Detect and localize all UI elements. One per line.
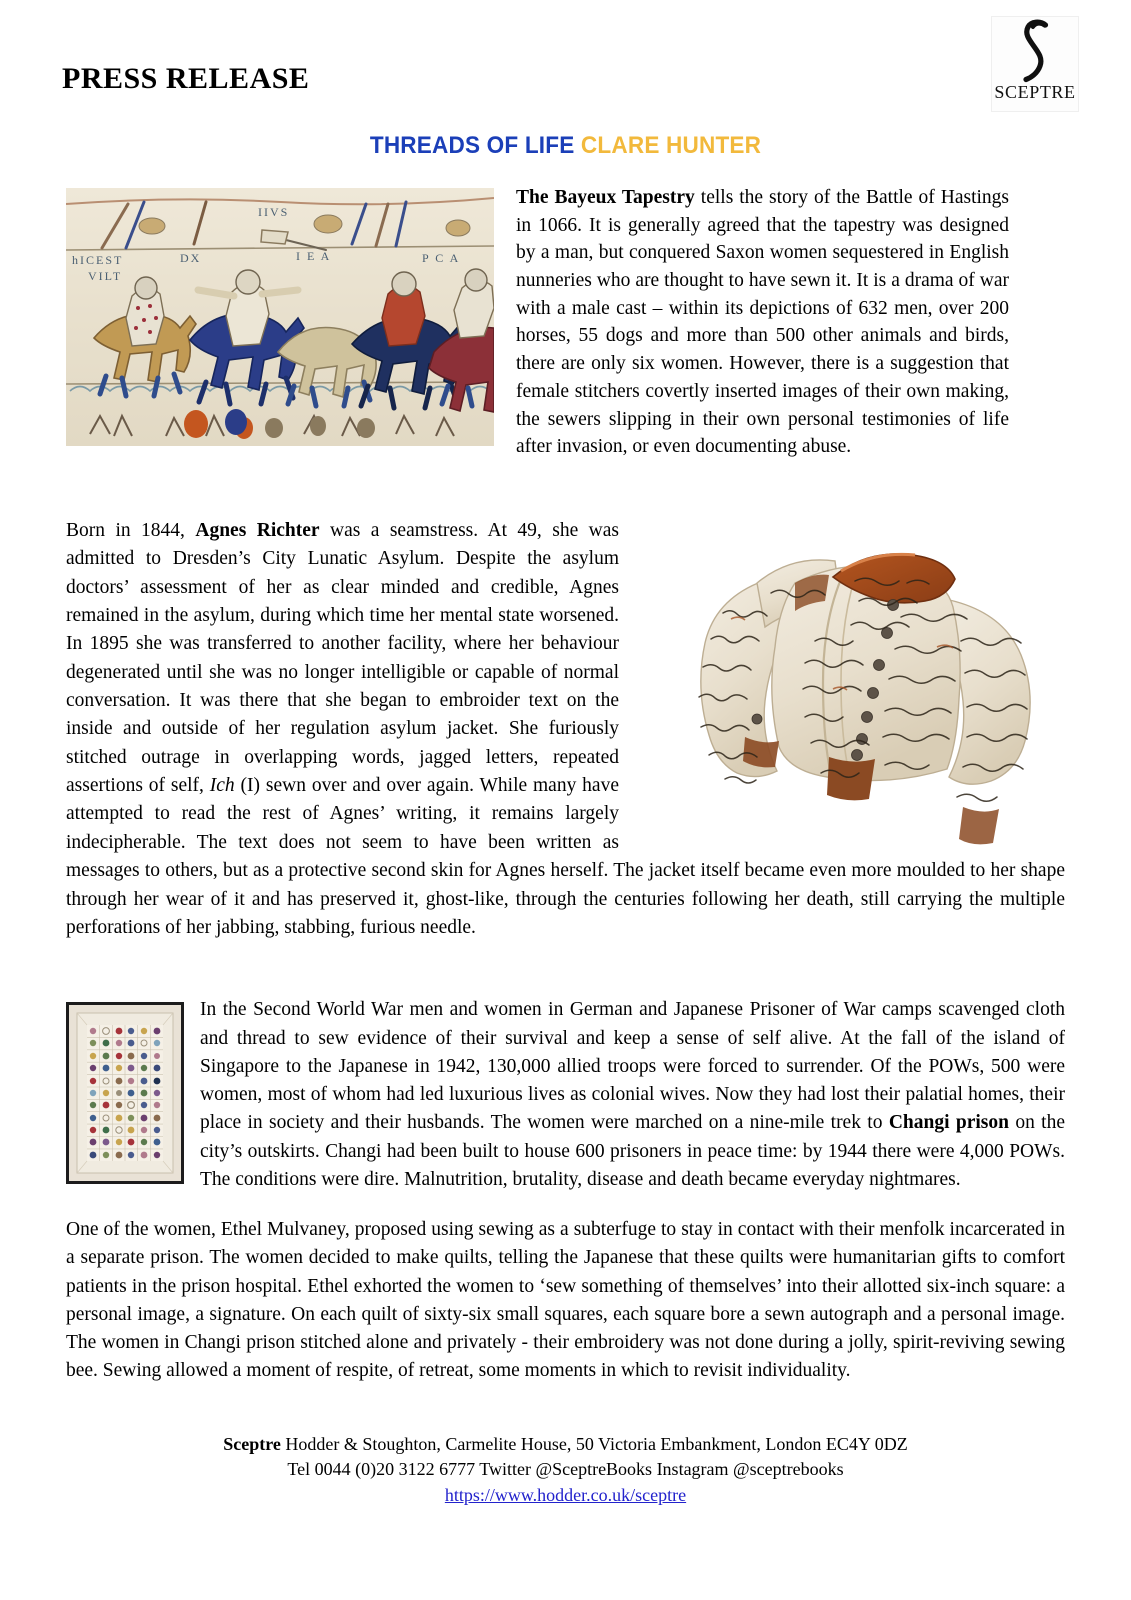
tapestry-body-text: tells the story of the Battle of Hastings in 1066. It is generally agreed that the tapestry was designed by a man, but conquered Saxon women sequestered in English nunneries who are thought to have sewn it. It is a drama of war with a male cast – within its depictions of 632 men, over 200 horses, 55 dogs and more than 500 other animals and birds, there are only six women. However, there is a suggestion that female stitchers covertly inserted images of their own making, the sewers slipping in their own personal testimonies of life after invasion, or even documenting abuse. — [516, 187, 1009, 458]
changi-quilt-artwork — [69, 1005, 181, 1181]
agnes-ich-italic: Ich — [209, 775, 235, 797]
footer-address: Hodder & Stoughton, Carmelite House, 50 Victoria Embankment, London EC4Y 0DZ — [280, 1433, 908, 1454]
ethel-mulvaney-paragraph: One of the women, Ethel Mulvaney, proposed using sewing as a subterfuge to stay in contact with their menfolk incarcerated in a separate prison. The women decided to make quilts, telling the Japanese that these quilts were humanitarian gifts to comfort patients in the prison hospital. Ethel exhorted the women to ‘sew something of themselves’ into their allotted six-inch square: a personal image, a signature. On each quilt of sixty-six small squares, each square bore a sewn autograph and a personal image. The women in Changi prison stitched alone and privately - their embroidery was not done during a jolly, spirit-reviving sewing bee. Sewing allowed a moment of respite, of retreat, some moments in which to revisit individuality. — [66, 1219, 1065, 1382]
footer-imprint: Sceptre — [223, 1433, 281, 1454]
section-changi-prison — [0, 996, 1131, 1194]
svg-text:I E A: I E A — [296, 249, 332, 263]
sceptre-logo — [991, 16, 1079, 112]
svg-text:VILT: VILT — [88, 269, 123, 283]
svg-text:P C A: P C A — [422, 251, 461, 265]
changi-quilt-image — [66, 1002, 184, 1184]
section-agnes-richter — [0, 517, 1131, 942]
bayeux-tapestry-image — [66, 188, 494, 446]
sceptre-website-link[interactable]: https://www.hodder.co.uk/sceptre — [444, 1484, 687, 1505]
agnes-text-part3: (I) sewn over and over again. While many have attempted to read the rest of Agnes’ writing, it remains largely indecipherable. The text does not seem to have been written as messages to others, but as a protective second skin for Agnes herself. The jacket itself became even more moulded to her shape through her wear of it and has preserved it, ghost-like, through the centuries following her death, still carrying the multiple perforations of her jabbing, stabbing, furious needle. — [66, 775, 1065, 938]
changi-text-part2: on the city’s outskirts. Changi had been built to house 600 prisoners in peace time: by 1944 there were 4,000 POWs. The conditions were dire. Malnutrition, brutality, disease and death became everyday nightmares. — [200, 1112, 1065, 1190]
agnes-richter-jacket-artwork — [645, 521, 1065, 851]
bayeux-tapestry-artwork — [66, 188, 494, 446]
footer-contact-line: Tel 0044 (0)20 3122 6777 Twitter @SceptreBooks Instagram @sceptrebooks — [287, 1459, 844, 1480]
document-header — [0, 0, 1131, 118]
page-title: PRESS RELEASE — [62, 62, 310, 95]
tapestry-lead-bold: The Bayeux Tapestry — [516, 187, 695, 208]
changi-text-part1: In the Second World War men and women in German and Japanese Prisoner of War camps scavenged cloth and thread to sew evidence of their survival and keep a sense of self alive. At the fall of the island of Singapore to the Japanese in 1942, 130,000 allied troops were forced to surrender. Of the POWs, 500 were women, most of whom had led luxurious lives as colonial wives. Now they had lost their palatial homes, their place in society and their husbands. The women were marched on a nine-mile trek to — [200, 999, 1065, 1134]
changi-prison-bold: Changi prison — [888, 1112, 1009, 1134]
agnes-text-part1: Born in 1844, — [66, 519, 196, 541]
agnes-text-part2: was a seamstress. At 49, she was admitted to Dresden’s City Lunatic Asylum. Despite the asylum doctors’ assessment of her as clear minded and credible, Agnes remained in the asylum, during which time her mental state worsened. In 1895 she was transferred to another facility, where her behaviour degenerated until she was no longer intelligible or capable of normal conversation. It was there that she began to embroider text on the inside and outside of her regulation asylum jacket. She furiously stitched outrage in overlapping words, jagged letters, repeated assertions of self, — [66, 519, 620, 797]
svg-text:DX: DX — [180, 251, 202, 265]
svg-text:hICEST: hICEST — [72, 253, 124, 267]
sceptre-wordmark: SCEPTRE — [994, 82, 1076, 102]
footer-url-line — [66, 1483, 1065, 1509]
section-bayeux-tapestry — [0, 184, 1131, 461]
svg-text:IIVS: IIVS — [258, 205, 290, 219]
book-title-main: THREADS OF LIFE — [369, 132, 575, 159]
sceptre-s-icon — [1007, 19, 1063, 85]
footer-address-line — [66, 1432, 1065, 1458]
changi-paragraph — [66, 996, 1065, 1194]
document-footer — [0, 1432, 1131, 1533]
agnes-richter-jacket-image — [645, 521, 1065, 851]
book-title-author: CLARE HUNTER — [580, 132, 762, 159]
book-title-line — [34, 132, 1097, 160]
agnes-name-bold: Agnes Richter — [195, 519, 320, 541]
